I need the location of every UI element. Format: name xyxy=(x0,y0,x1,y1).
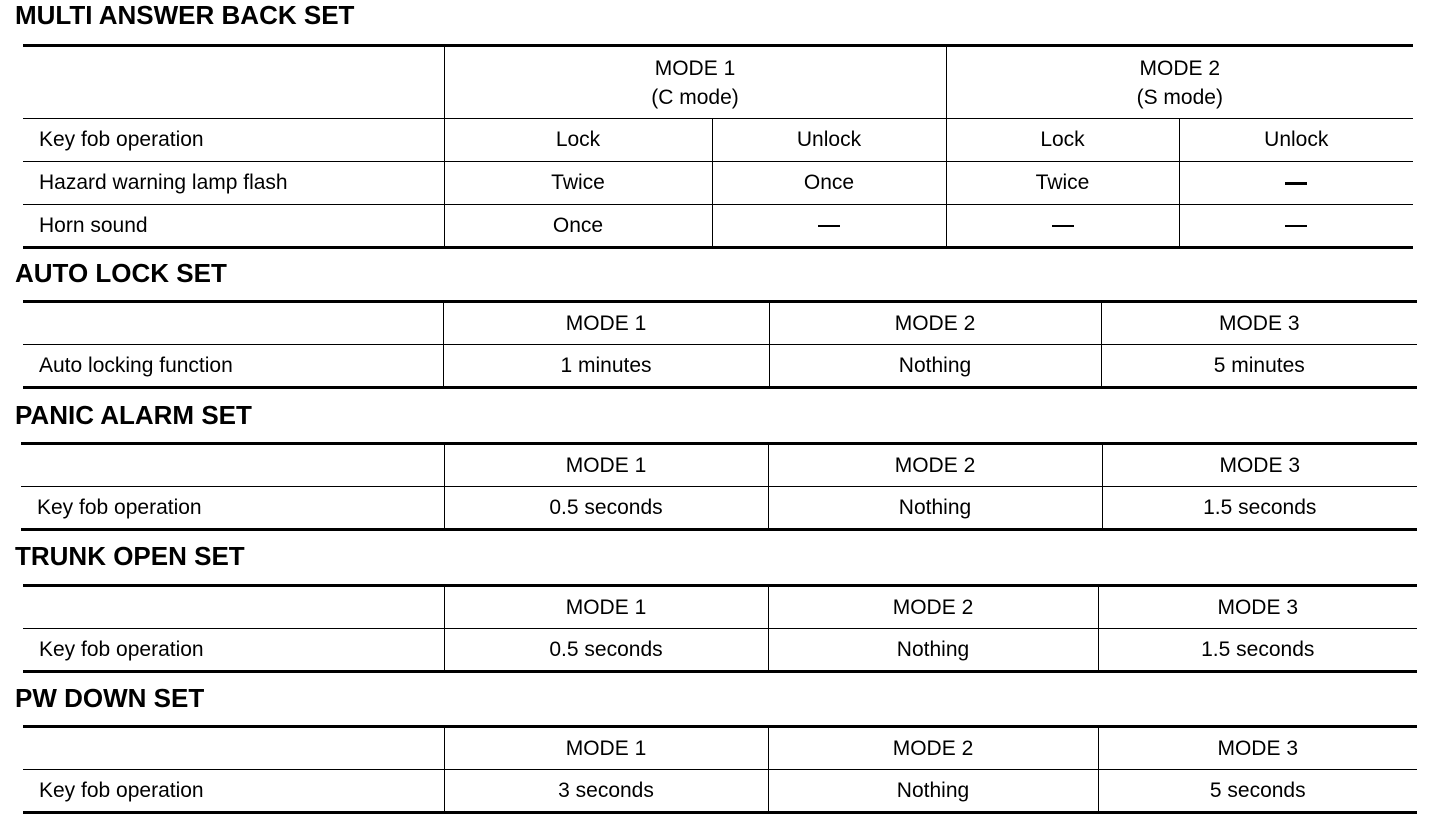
table-cell: Unlock xyxy=(712,119,946,162)
row-label: Key fob operation xyxy=(23,770,444,813)
table-cell: Unlock xyxy=(1179,119,1413,162)
table-cell: Nothing xyxy=(768,770,1098,813)
table-row xyxy=(23,770,1417,813)
table-cell: Nothing xyxy=(768,629,1098,672)
pw-down-table xyxy=(23,725,1417,814)
row-label: Hazard warning lamp flash xyxy=(23,162,444,205)
table-cell xyxy=(946,205,1179,248)
table-row xyxy=(21,487,1417,530)
mode2-sublabel: (S mode) xyxy=(1136,85,1223,109)
table-cell: 5 seconds xyxy=(1098,770,1417,813)
table-row xyxy=(23,205,1413,248)
mode3-header: MODE 3 xyxy=(1101,302,1417,345)
table-cell xyxy=(712,205,946,248)
table-corner-cell xyxy=(23,302,443,345)
table-cell: 1.5 seconds xyxy=(1102,487,1417,530)
row-label: Auto locking function xyxy=(23,345,443,388)
table-cell: Nothing xyxy=(768,487,1102,530)
dash-mark xyxy=(1285,182,1307,185)
table-cell: 3 seconds xyxy=(444,770,768,813)
table-cell: 1 minutes xyxy=(443,345,769,388)
trunk-open-table xyxy=(23,584,1417,673)
section-title-trunk-open: TRUNK OPEN SET xyxy=(15,541,245,571)
mode2-header: MODE 2 xyxy=(768,444,1102,487)
mode2-label: MODE 2 xyxy=(1139,56,1221,80)
mode1-sublabel: (C mode) xyxy=(651,85,739,109)
dash-mark xyxy=(1052,225,1074,228)
section-title-panic-alarm: PANIC ALARM SET xyxy=(15,400,252,430)
mode1-label: MODE 1 xyxy=(654,56,736,80)
table-cell: Once xyxy=(712,162,946,205)
table-cell: Lock xyxy=(946,119,1179,162)
table-header-row xyxy=(21,444,1417,487)
mode1-header: MODE 1 xyxy=(444,727,768,770)
mode3-header: MODE 3 xyxy=(1098,727,1417,770)
table-header-row xyxy=(23,727,1417,770)
table-header-row xyxy=(23,46,1413,119)
table-corner-cell xyxy=(23,46,444,119)
mode1-header: MODE 1 xyxy=(443,302,769,345)
table-cell: Nothing xyxy=(769,345,1101,388)
row-label: Key fob operation xyxy=(23,629,444,672)
panic-alarm-table xyxy=(21,442,1417,531)
row-label: Horn sound xyxy=(23,205,444,248)
auto-lock-table xyxy=(23,300,1417,389)
table-corner-cell xyxy=(23,727,444,770)
dash-mark xyxy=(1285,225,1307,228)
table-cell: 0.5 seconds xyxy=(444,629,768,672)
row-label: Key fob operation xyxy=(21,487,444,530)
mode2-header: MODE 2 xyxy=(769,302,1101,345)
mode3-header: MODE 3 xyxy=(1098,586,1417,629)
row-label: Key fob operation xyxy=(23,119,444,162)
table-header-row xyxy=(23,302,1417,345)
table-cell: 0.5 seconds xyxy=(444,487,768,530)
table-row xyxy=(23,162,1413,205)
mode1-header xyxy=(444,46,946,119)
section-title-pw-down: PW DOWN SET xyxy=(15,683,205,713)
mode3-header: MODE 3 xyxy=(1102,444,1417,487)
table-corner-cell xyxy=(23,586,444,629)
table-cell: Once xyxy=(444,205,712,248)
mode1-header: MODE 1 xyxy=(444,444,768,487)
mode2-header: MODE 2 xyxy=(768,586,1098,629)
table-cell: 5 minutes xyxy=(1101,345,1417,388)
table-cell: Twice xyxy=(946,162,1179,205)
table-cell: Lock xyxy=(444,119,712,162)
table-cell: 1.5 seconds xyxy=(1098,629,1417,672)
table-row xyxy=(23,119,1413,162)
table-row xyxy=(23,345,1417,388)
table-row xyxy=(23,629,1417,672)
multi-answer-back-table xyxy=(23,44,1413,249)
table-cell xyxy=(1179,162,1413,205)
mode1-header: MODE 1 xyxy=(444,586,768,629)
mode2-header xyxy=(946,46,1413,119)
table-cell: Twice xyxy=(444,162,712,205)
table-header-row xyxy=(23,586,1417,629)
mode2-header: MODE 2 xyxy=(768,727,1098,770)
dash-mark xyxy=(818,225,840,228)
section-title-multi-answer-back: MULTI ANSWER BACK SET xyxy=(15,0,355,30)
section-title-auto-lock: AUTO LOCK SET xyxy=(15,258,227,288)
table-cell xyxy=(1179,205,1413,248)
table-corner-cell xyxy=(21,444,444,487)
